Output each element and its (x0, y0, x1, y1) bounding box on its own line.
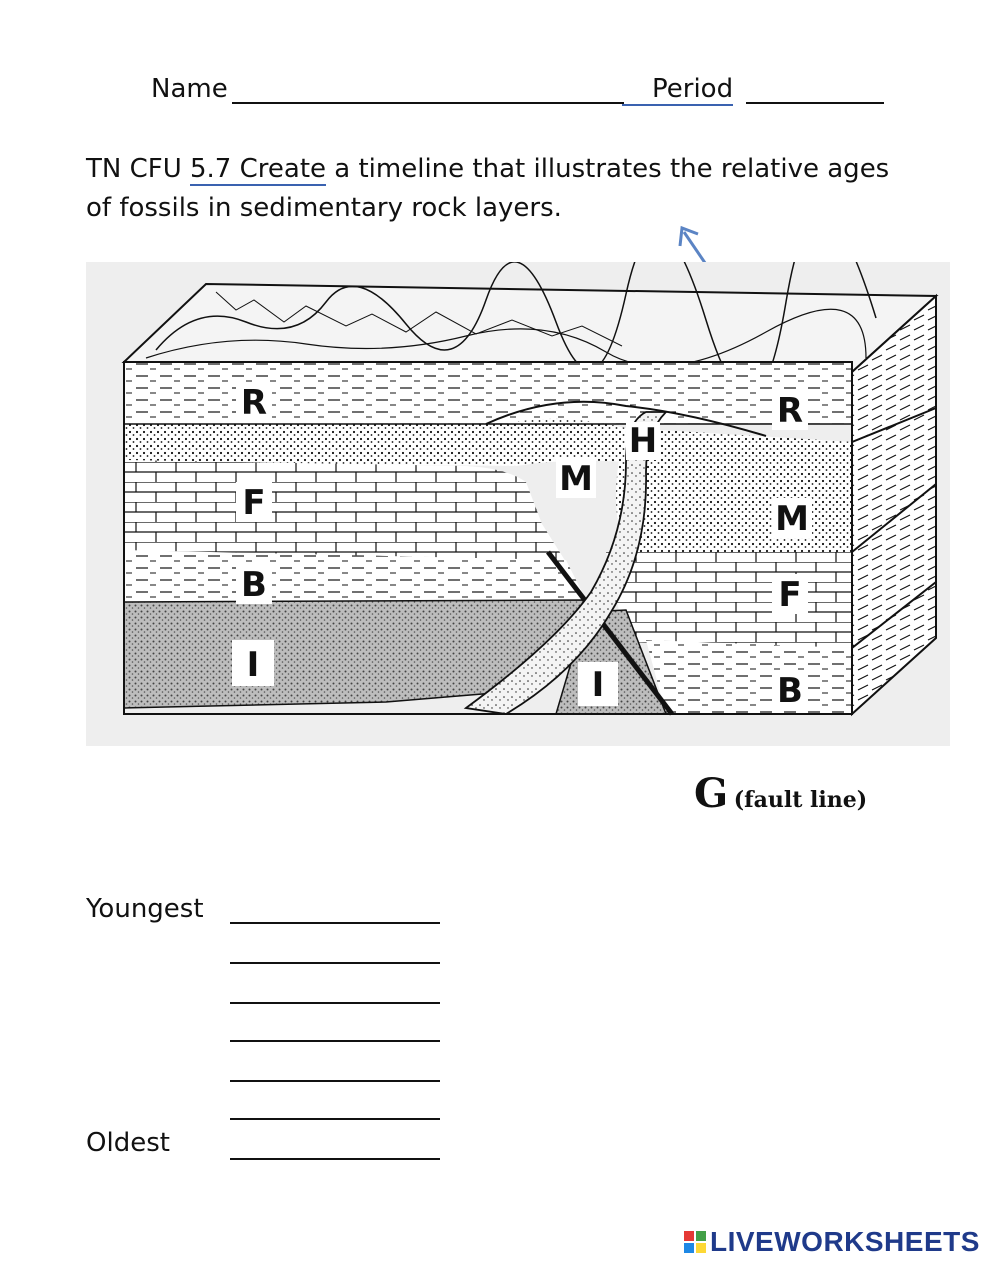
period-blank-field[interactable] (746, 82, 884, 104)
timeline-blank-6[interactable] (230, 1100, 440, 1120)
layer-label-f-left: F (242, 483, 266, 523)
fault-caption (694, 770, 867, 817)
layer-label-i-left: I (246, 645, 260, 685)
timeline-blank-5[interactable] (230, 1062, 440, 1082)
layer-label-m-left: M (559, 459, 593, 499)
timeline-blank-3[interactable] (230, 984, 440, 1004)
fault-letter: G (694, 770, 729, 817)
rock-layers-diagram (86, 262, 950, 746)
timeline-blank-7[interactable] (230, 1140, 440, 1160)
timeline-blank-2[interactable] (230, 944, 440, 964)
layer-label-h: H (628, 421, 658, 461)
instruction-prefix: TN CFU (86, 154, 190, 184)
layer-label-m-right: M (775, 499, 809, 539)
layer-label-f-right: F (778, 575, 802, 615)
standard-link: 5.7 Create (190, 154, 327, 184)
fault-caption-text: (fault line) (733, 787, 868, 813)
youngest-label: Youngest (86, 894, 204, 924)
rock-layers-drawing (86, 262, 950, 746)
name-label: Name (151, 74, 228, 104)
logo-text: LIVEWORKSHEETS (710, 1226, 980, 1257)
name-blank-field[interactable] (232, 82, 624, 104)
instruction-line-1 (86, 154, 889, 184)
layer-label-r-right: R (776, 391, 804, 431)
layer-label-b-left: B (241, 565, 267, 605)
instruction-line-2: of fossils in sedimentary rock layers. (86, 193, 562, 223)
layer-label-b-right: B (777, 671, 803, 711)
period-label: Period (622, 74, 733, 106)
timeline-blank-4[interactable] (230, 1022, 440, 1042)
timeline-blank-1[interactable] (230, 904, 440, 924)
layer-label-i-right: I (591, 665, 605, 705)
liveworksheets-logo[interactable] (684, 1226, 980, 1258)
layer-label-r-left: R (240, 383, 268, 423)
logo-tiles-icon (684, 1231, 706, 1253)
oldest-label: Oldest (86, 1128, 170, 1158)
instruction-rest: a timeline that illustrates the relative ages (326, 154, 890, 184)
